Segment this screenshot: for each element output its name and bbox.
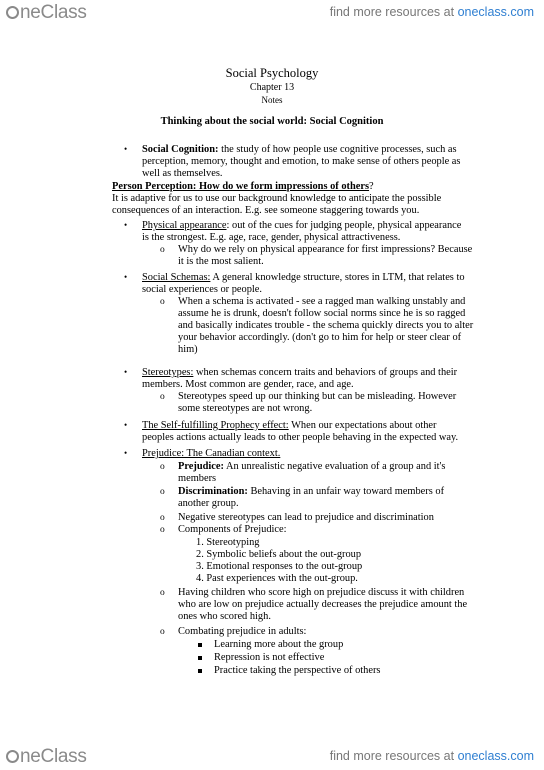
discrimination-line-1 [178, 486, 444, 498]
term-prejudice: Prejudice: [178, 461, 224, 472]
prophecy-line-1 [142, 420, 437, 432]
person-perception-heading [112, 181, 374, 193]
schemas-sub-line-3: and basically indicates trouble - the schema quickly directs you to alter [178, 320, 474, 331]
logo-text: neClass [20, 2, 87, 23]
prejudice-heading: Prejudice: The Canadian context. [142, 448, 281, 459]
combating-label: Combating prejudice in adults: [178, 626, 307, 637]
prophecy-line-2: peoples actions actually leads to other people behaving in the expected way. [142, 432, 459, 443]
def-text: when schemas concern traits and behaviors of groups and their [193, 367, 458, 378]
term-discrimination: Discrimination: [178, 486, 248, 497]
prejudice-def-line-1 [178, 461, 445, 473]
schemas-sub-line-5: him) [178, 344, 198, 355]
def-text: Behaving in an unfair way toward members of [247, 486, 445, 497]
combating-item-3: Practice taking the perspective of others [214, 665, 381, 676]
component-item-2: 2. Symbolic beliefs about the out-group [196, 549, 362, 560]
stereotypes-sub-line-1: Stereotypes speed up our thinking but can be misleading. However [178, 391, 457, 402]
component-item-4: 4. Past experiences with the out-group. [196, 573, 358, 584]
social-cognition-line-3: well as themselves. [142, 168, 223, 179]
children-line-1: Having children who score high on prejudice discuss it with children [178, 587, 465, 598]
term-social-cognition: Social Cognition: [142, 144, 219, 155]
circle-marker: o [160, 525, 165, 535]
physical-sub-line-1: Why do we rely on physical appearance for first impressions? Because [178, 244, 473, 255]
bullet-marker: • [124, 420, 128, 430]
tagline-prefix: find more resources at [329, 749, 458, 763]
component-item-3: 3. Emotional responses to the out-group [196, 561, 363, 572]
doc-title: Social Psychology [225, 66, 319, 80]
circle-marker: o [160, 462, 165, 472]
def-text: : out of the cues for judging people, physical appearance [226, 220, 462, 231]
physical-line-2: is the strongest. E.g. age, race, gender, physical attractiveness. [142, 232, 401, 243]
square-bullet-icon [198, 643, 202, 647]
circle-marker: o [160, 627, 165, 637]
circle-marker: o [160, 588, 165, 598]
def-text: the study of how people use cognitive processes, such as [218, 144, 457, 155]
schemas-line-1 [142, 272, 465, 284]
term-stereotypes: Stereotypes: [142, 367, 194, 378]
bullet-marker: • [124, 367, 128, 377]
circle-marker: o [160, 245, 165, 255]
def-text: An unrealistic negative evaluation of a group and it's [223, 461, 446, 472]
schemas-sub-line-2: assume he is drunk, doesn't follow social norms since he is so ragged [178, 308, 466, 319]
term-physical-appearance: Physical appearance [142, 220, 227, 231]
bullet-marker: • [124, 272, 128, 282]
stereotypes-line-2: members. Most common are gender, race, and age. [142, 379, 354, 390]
components-label: Components of Prejudice: [178, 524, 287, 535]
square-bullet-icon [198, 669, 202, 673]
term-self-fulfilling-prophecy: The Self-fulfilling Prophecy effect: [142, 420, 289, 431]
tagline-site[interactable]: oneclass.com [457, 5, 534, 19]
tagline-prefix: find more resources at [329, 5, 458, 19]
term-social-schemas: Social Schemas: [142, 272, 211, 283]
circle-marker: o [160, 392, 165, 402]
stereotypes-sub-line-2: some stereotypes are not wrong. [178, 403, 313, 414]
combating-item-1: Learning more about the group [214, 639, 344, 650]
intro-line-1: It is adaptive for us to use our background knowledge to anticipate the possible [112, 193, 442, 204]
social-cognition-line-2: perception, memory, thought and emotion, to make sense of others people as [142, 156, 461, 167]
circle-marker: o [160, 513, 165, 523]
schemas-line-2: social experiences or people. [142, 284, 263, 295]
def-text: A general knowledge structure, stores in LTM, that relates to [210, 272, 465, 283]
stereotypes-line-1 [142, 367, 457, 379]
bullet-marker: • [124, 220, 128, 230]
component-item-1: 1. Stereotyping [196, 537, 260, 548]
combating-item-2: Repression is not effective [214, 652, 325, 663]
heading-qmark: ? [369, 181, 374, 192]
prejudice-def-line-2: members [178, 473, 217, 484]
bullet-marker: • [124, 448, 128, 458]
doc-notes: Notes [261, 95, 283, 105]
heading-text: Person Perception: How do we form impressions of others [112, 181, 370, 192]
circle-marker: o [160, 487, 165, 497]
discrimination-line-2: another group. [178, 498, 239, 509]
social-cognition-line-1 [142, 144, 457, 156]
children-line-3: ones who scored high. [178, 611, 271, 622]
children-line-2: who are low on prejudice actually decreases the prejudice amount the [178, 599, 468, 610]
intro-line-2: consequences of an interaction. E.g. see someone staggering towards you. [112, 205, 420, 216]
def-text: When our expectations about other [288, 420, 437, 431]
square-bullet-icon [198, 656, 202, 660]
physical-line-1 [142, 220, 461, 232]
circle-marker: o [160, 297, 165, 307]
schemas-sub-line-1: When a schema is activated - see a ragged man walking unstably and [178, 296, 466, 307]
logo-text: neClass [20, 746, 87, 767]
bullet-marker: • [124, 144, 128, 154]
physical-sub-line-2: it is the most salient. [178, 256, 264, 267]
negative-stereotypes-line: Negative stereotypes can lead to prejudice and discrimination [178, 512, 434, 523]
tagline-site[interactable]: oneclass.com [457, 749, 534, 763]
schemas-sub-line-4: your behavior accordingly. (don't go to him for help or steer clear of [178, 332, 462, 343]
section-heading: Thinking about the social world: Social Cognition [160, 116, 384, 127]
doc-chapter: Chapter 13 [249, 82, 295, 93]
